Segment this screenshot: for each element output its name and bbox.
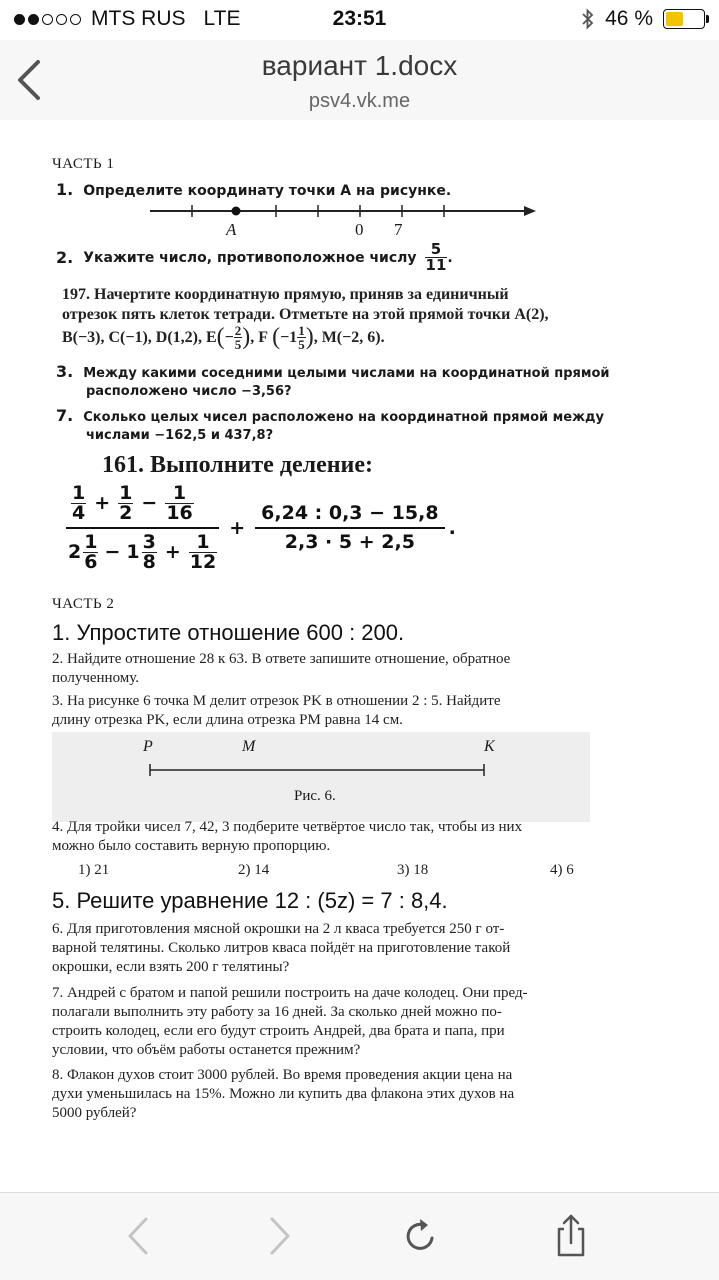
document-title: вариант 1.docx xyxy=(261,50,458,81)
task-1-text: Определите координату точки A на рисунке. xyxy=(83,183,452,199)
d: 2 xyxy=(119,502,133,524)
carrier-name: MTS RUS xyxy=(91,7,186,30)
document-source: psv4.vk.me xyxy=(308,90,411,112)
fig-label-k: K xyxy=(484,738,495,755)
fraction-e xyxy=(234,324,243,351)
frac-den: 11 xyxy=(425,256,447,274)
d: 16 xyxy=(166,502,193,524)
forward-arrow-icon[interactable] xyxy=(254,1211,304,1261)
task-7 xyxy=(56,406,604,425)
battery-icon xyxy=(663,9,705,29)
f-den: 5 xyxy=(298,337,305,352)
bottom-toolbar xyxy=(0,1192,719,1280)
part1-heading: ЧАСТЬ 1 xyxy=(52,156,115,172)
task-2: 2. Укажите число, противоположное числу $\frac{5}{11}$ . xyxy=(56,240,453,274)
option-3: 3) 18 xyxy=(397,862,429,878)
task-197-line1: 197. Начертите координатную прямую, приняв за единичный xyxy=(62,286,509,303)
t197-points-b: , F xyxy=(250,329,269,346)
frac-1-12 xyxy=(188,533,218,572)
task-7-line1: Сколько целых чисел расположено на координатной прямой между xyxy=(83,410,605,425)
clock: 23:51 xyxy=(332,7,387,30)
n: 1 xyxy=(189,533,217,553)
nav-header xyxy=(0,40,719,120)
option-1: 1) 21 xyxy=(78,862,110,878)
task-3-line2: расположено число −3,56? xyxy=(86,384,292,399)
frac-1-16 xyxy=(164,484,194,523)
fig-caption: Рис. 6. xyxy=(294,788,336,804)
option-4: 4) 6 xyxy=(550,862,574,878)
e-num: 2 xyxy=(234,323,242,338)
p2-task-7-line2: полагали выполнить эту работу за 16 дней. За сколько дней можно по- xyxy=(52,1004,502,1020)
task-3-line1: Между какими соседними целыми числами на координатной прямой xyxy=(83,366,610,381)
part2-heading: ЧАСТЬ 2 xyxy=(52,596,115,612)
number-line-figure xyxy=(150,200,540,222)
f-num: 1 xyxy=(298,323,305,338)
task-2-number: 2. xyxy=(56,248,74,267)
d: 4 xyxy=(72,502,86,524)
fraction-5-11 xyxy=(425,242,448,273)
p2-task-3-line1: 3. На рисунке 6 точка M делит отрезок PK в отношении 2 : 5. Найдите xyxy=(52,693,501,709)
point-a-dot xyxy=(232,207,241,216)
task-7-number: 7. xyxy=(56,406,74,425)
p2-task-7-line4: условии, что объём работы останется прежним? xyxy=(52,1042,361,1058)
p2-task-6-line3: окрошки, если взять 200 г телятины? xyxy=(52,959,290,975)
p2-task-7-line1: 7. Андрей с братом и папой решили построить на даче колодец. Они пред- xyxy=(52,985,528,1001)
segment-pk-figure xyxy=(146,760,488,780)
network-type: LTE xyxy=(203,7,241,30)
frac-1-4 xyxy=(70,484,87,523)
task-3-number: 3. xyxy=(56,362,74,381)
label-a: A xyxy=(226,220,237,239)
whole-2: 2 xyxy=(68,541,82,563)
p2-task-4-line2: можно было составить верную пропорцию. xyxy=(52,838,331,854)
status-right xyxy=(581,7,705,31)
share-icon[interactable] xyxy=(546,1211,596,1261)
big-fraction-left: $\frac{1}{4}$ + $\frac{1}{2}$ − $\frac{1}{16}$ 2 $\frac{1}{6}$ − 1 $\frac{3}{8}$ + $\frac{1}{12}$ xyxy=(66,484,219,572)
d: 12 xyxy=(189,551,217,573)
frac-1-2 xyxy=(117,484,134,523)
frac-3-8 xyxy=(141,533,158,572)
back-arrow-icon[interactable] xyxy=(114,1211,164,1261)
p2-task-5: 5. Решите уравнение 12 : (5z) = 7 : 8,4. xyxy=(52,888,448,913)
n: 3 xyxy=(142,531,156,553)
n: 1 xyxy=(84,531,98,553)
task-1 xyxy=(56,180,451,199)
n: 1 xyxy=(72,482,86,504)
p2-task-8-line1: 8. Флакон духов стоит 3000 рублей. Во время проведения акции цена на xyxy=(52,1067,513,1083)
p2-task-3-line2: длину отрезка PK, если длина отрезка PM равна 14 см. xyxy=(52,712,403,728)
d: 8 xyxy=(142,551,156,573)
frac-num: 5 xyxy=(425,242,448,258)
reload-icon[interactable] xyxy=(396,1211,446,1261)
t197-points-a: B(−3), C(−1), D(1,2), E xyxy=(62,329,217,346)
p2-task-6-line1: 6. Для приготовления мясной окрошки на 2 л кваса требуется 250 г от- xyxy=(52,921,505,937)
task-7-line2: числами −162,5 и 437,8? xyxy=(86,428,274,443)
task-161-expression: $\frac{1}{4}$ + $\frac{1}{2}$ − $\frac{1}{16}$ 2 $\frac{1}{6}$ − 1 $\frac{3}{8}$ + $\frac{1}{12}$ + $\frac{6,24 : 0,3 - 15,8}{2,3 \cdot 5 + 2,5}$ . xyxy=(68,482,456,573)
whole-1: 1 xyxy=(126,541,140,563)
task-161-heading: 161. Выполните деление: xyxy=(102,452,374,478)
bluetooth-icon xyxy=(581,8,595,30)
p2-task-4-line1: 4. Для тройки чисел 7, 42, 3 подберите четвёртое число так, чтобы из них xyxy=(52,819,523,835)
t197-points-c: , M(−2, 6). xyxy=(313,329,385,346)
status-bar xyxy=(0,0,719,40)
frac-1-6 xyxy=(82,533,99,572)
d: 6 xyxy=(84,551,98,573)
task-197-line2: отрезок пять клеток тетради. Отметьте на этой прямой точки A(2), xyxy=(62,306,549,323)
fig-label-p: P xyxy=(143,738,153,755)
task-1-number: 1. xyxy=(56,180,74,199)
label-zero: 0 xyxy=(355,220,364,239)
task-197-line3: B(−3), C(−1), D(1,2), E ( − $\frac{2}{5}$ ) , F ( −1 $\frac{1}{5}$ ) , M(−2, 6). xyxy=(62,323,385,352)
f-whole: −1 xyxy=(280,329,298,346)
battery-percent: 46 % xyxy=(605,7,653,30)
fraction-f xyxy=(297,324,306,351)
fig-label-m: M xyxy=(242,738,256,755)
task-2-text: Укажите число, противоположное числу xyxy=(83,249,417,266)
task-3 xyxy=(56,362,610,381)
p2-task-7-line3: строить колодец, если его будут строить Андрей, два брата и папа, при xyxy=(52,1023,505,1039)
e-den: 5 xyxy=(234,337,242,352)
p2-task-2-line1: 2. Найдите отношение 28 к 63. В ответе запишите отношение, обратное xyxy=(52,651,511,667)
battery-fill xyxy=(666,12,683,26)
document-page xyxy=(0,120,719,1192)
p2-task-2-line2: полученному. xyxy=(52,670,140,686)
option-2: 2) 14 xyxy=(238,862,270,878)
right-den: 2,3 · 5 + 2,5 xyxy=(284,531,415,553)
p2-task-6-line2: варной телятины. Сколько литров кваса пойдёт на приготовление такой xyxy=(52,940,511,956)
p2-task-1: 1. Упростите отношение 600 : 200. xyxy=(52,620,405,645)
n: 1 xyxy=(165,484,193,504)
p2-task-8-line3: 5000 рублей? xyxy=(52,1105,137,1121)
right-num: 6,24 : 0,3 − 15,8 xyxy=(255,504,444,529)
big-fraction-right xyxy=(255,504,444,552)
n: 1 xyxy=(119,482,133,504)
p2-task-8-line2: духи уменьшилась на 15%. Можно ли купить два флакона этих духов на xyxy=(52,1086,515,1102)
label-seven: 7 xyxy=(394,220,403,239)
